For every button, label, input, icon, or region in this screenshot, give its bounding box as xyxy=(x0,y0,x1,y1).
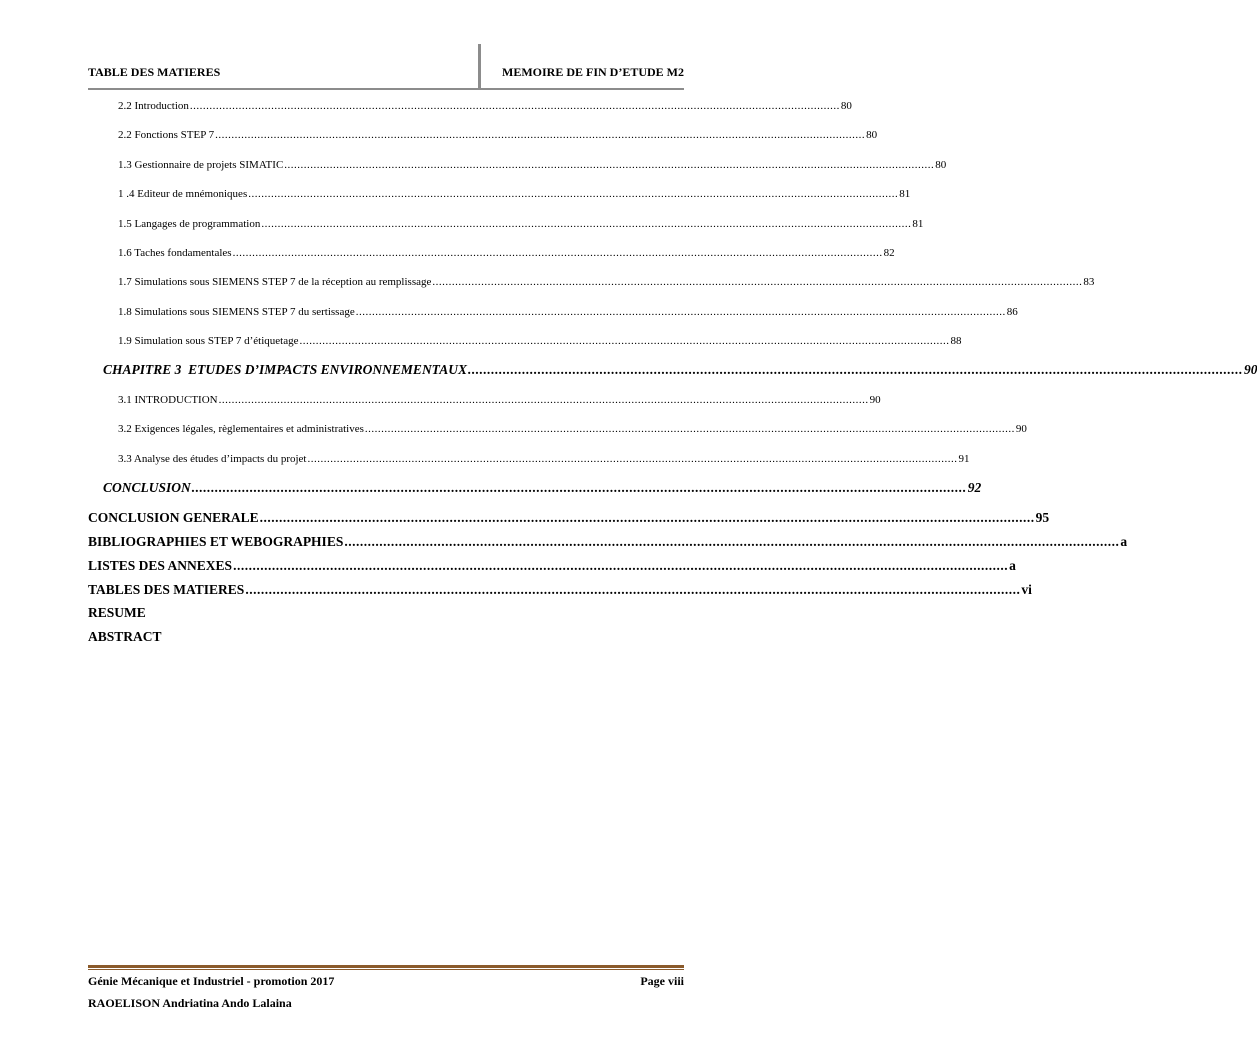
toc-entry-label: LISTES DES ANNEXES xyxy=(88,558,233,573)
toc-part-entry: CONCLUSION GENERALE ........................................................................................................................................................................................................ 95 xyxy=(88,510,1050,525)
header-divider xyxy=(478,44,481,90)
toc-entry-page: 90 xyxy=(869,394,881,406)
header-document-type: MEMOIRE DE FIN D’ETUDE M2 xyxy=(502,65,684,79)
toc-entry-page: a xyxy=(1120,534,1128,549)
toc-chapter-entry: CHAPITRE 3 ETUDES D’IMPACTS ENVIRONNEMENTAUX ........................................................................................................................................................................................................ 90 xyxy=(103,362,1257,377)
toc-entry-page: 80 xyxy=(866,129,878,141)
toc-entry-label: CHAPITRE 3 ETUDES D’IMPACTS ENVIRONNEMENTAUX xyxy=(103,362,467,377)
toc-entry: 1.9 Simulation sous STEP 7 d’étiquetage ........................................................................................................................................................................................................ 88 xyxy=(118,335,962,347)
toc-entry-page: 86 xyxy=(1006,306,1018,318)
toc-entry: 1.6 Taches fondamentales ........................................................................................................................................................................................................ 82 xyxy=(118,247,895,259)
toc-entry-page: 83 xyxy=(1083,276,1095,288)
toc-entry-page: 92 xyxy=(967,480,982,495)
toc-entry: 3.1 INTRODUCTION ........................................................................................................................................................................................................ 90 xyxy=(118,394,881,406)
toc-entry-label: CONCLUSION GENERALE xyxy=(88,510,259,525)
toc-entry: 1.5 Langages de programmation ........................................................................................................................................................................................................ 81 xyxy=(118,218,924,230)
footer-page-number: Page viii xyxy=(640,974,684,988)
toc-entry: 1.8 Simulations sous SIEMENS STEP 7 du sertissage ........................................................................................................................................................................................................ 86 xyxy=(118,306,1018,318)
toc-abstract-entry: ABSTRACT xyxy=(88,629,162,644)
toc-part-entry: LISTES DES ANNEXES ........................................................................................................................................................................................................ a xyxy=(88,558,1016,573)
toc-entry-label: TABLES DES MATIERES xyxy=(88,582,245,597)
toc-entry-label: 3.1 INTRODUCTION xyxy=(118,394,218,406)
toc-entry-label: 1.6 Taches fondamentales xyxy=(118,247,232,259)
toc-chapter-entry: CONCLUSION ........................................................................................................................................................................................................ 92 xyxy=(103,480,982,495)
toc-part-entry: BIBLIOGRAPHIES ET WEBOGRAPHIES ........................................................................................................................................................................................................ a xyxy=(88,534,1128,549)
toc-entry-label: 3.2 Exigences légales, règlementaires et administratives xyxy=(118,423,364,435)
toc-entry-label: CONCLUSION xyxy=(103,480,191,495)
toc-entry-page: a xyxy=(1009,558,1016,573)
toc-entry-page: 82 xyxy=(883,247,895,259)
toc-entry-page: 80 xyxy=(840,100,852,112)
footer-rule-thin xyxy=(88,969,684,970)
toc-entry-label: 1.3 Gestionnaire de projets SIMATIC xyxy=(118,159,284,171)
toc-entry: 1.3 Gestionnaire de projets SIMATIC ........................................................................................................................................................................................................ 80 xyxy=(118,159,947,171)
toc-entry-page: 81 xyxy=(899,188,911,200)
toc-entry-label: 1 .4 Editeur de mnémoniques xyxy=(118,188,248,200)
toc-entry-label: BIBLIOGRAPHIES ET WEBOGRAPHIES xyxy=(88,534,344,549)
toc-entry-page: 80 xyxy=(935,159,947,171)
footer-department: Génie Mécanique et Industriel - promotion 2017 xyxy=(88,974,335,988)
header-rule xyxy=(88,88,684,90)
toc-entry-page: 95 xyxy=(1035,510,1050,525)
toc-entry: 1.7 Simulations sous SIEMENS STEP 7 de la réception au remplissage ........................................................................................................................................................................................................ 83 xyxy=(118,276,1095,288)
footer-author: RAOELISON Andriatina Ando Lalaina xyxy=(88,996,292,1010)
toc-entry-page: 90 xyxy=(1015,423,1027,435)
toc-entry: 2.2 Fonctions STEP 7 ........................................................................................................................................................................................................ 80 xyxy=(118,129,878,141)
toc-entry-page: 88 xyxy=(950,335,962,347)
toc-entry-label: 2.2 Fonctions STEP 7 xyxy=(118,129,215,141)
header-title: TABLE DES MATIERES xyxy=(88,65,221,79)
toc-entry-page: 81 xyxy=(912,218,924,230)
footer-rule xyxy=(88,965,684,968)
toc-entry-label: 2.2 Introduction xyxy=(118,100,189,112)
toc-entry-label: 1.5 Langages de programmation xyxy=(118,218,261,230)
toc-resume-entry: RESUME xyxy=(88,605,146,620)
toc-entry: 1 .4 Editeur de mnémoniques ........................................................................................................................................................................................................ 81 xyxy=(118,188,911,200)
toc-entry: 2.2 Introduction ........................................................................................................................................................................................................ 80 xyxy=(118,100,852,112)
toc-entry-label: 1.8 Simulations sous SIEMENS STEP 7 du sertissage xyxy=(118,306,355,318)
toc-entry: 3.2 Exigences légales, règlementaires et administratives ........................................................................................................................................................................................................ 90 xyxy=(118,423,1027,435)
page-header xyxy=(88,44,684,88)
toc-entry-page: vi xyxy=(1021,582,1032,597)
toc-entry-page: 91 xyxy=(958,453,970,465)
toc-entry-label: 1.7 Simulations sous SIEMENS STEP 7 de la réception au remplissage xyxy=(118,276,432,288)
toc-entry: 3.3 Analyse des études d’impacts du projet ........................................................................................................................................................................................................ 91 xyxy=(118,453,970,465)
toc-part-entry: TABLES DES MATIERES ........................................................................................................................................................................................................ vi xyxy=(88,582,1032,597)
toc-entry-label: 1.9 Simulation sous STEP 7 d’étiquetage xyxy=(118,335,299,347)
toc-entry-page: 90 xyxy=(1243,362,1257,377)
toc-entry-label: 3.3 Analyse des études d’impacts du projet xyxy=(118,453,307,465)
